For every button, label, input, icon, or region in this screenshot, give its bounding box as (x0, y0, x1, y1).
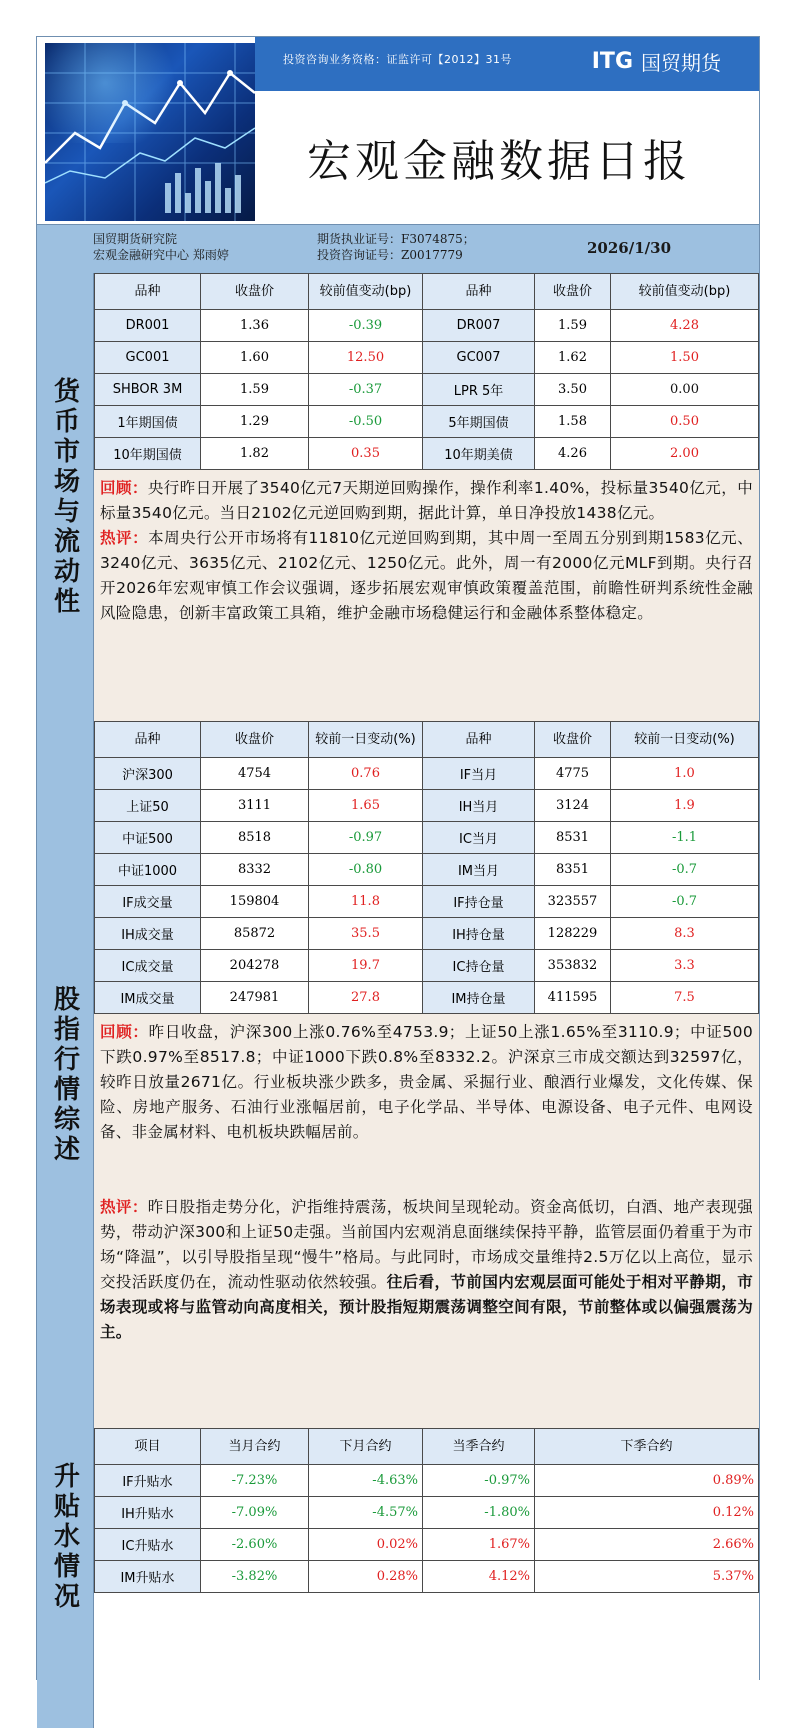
table-row (95, 758, 759, 790)
table-row (95, 1497, 759, 1529)
table-row (95, 1561, 759, 1593)
team-name: 宏观金融研究中心 郑雨婷 (93, 248, 229, 262)
item-name: 上证50 (95, 790, 201, 822)
change-value: -0.7 (611, 854, 759, 886)
close-price: 8531 (535, 822, 611, 854)
change-value: 3.3 (611, 950, 759, 982)
money-market-section (37, 273, 759, 722)
change-value: -0.50 (309, 406, 423, 438)
change-value: -0.80 (309, 854, 423, 886)
item-name: IC当月 (423, 822, 535, 854)
report-header (37, 36, 759, 225)
item-name: GC001 (95, 342, 201, 374)
col-header: 较前值变动(bp) (309, 274, 423, 310)
close-price: 159804 (201, 886, 309, 918)
item-name: 1年期国债 (95, 406, 201, 438)
change-value: 2.00 (611, 438, 759, 470)
close-price: 204278 (201, 950, 309, 982)
item-name: LPR 5年 (423, 374, 535, 406)
cert-futures: 期货执业证号：F3074875； (317, 232, 475, 246)
item-name: IF升贴水 (95, 1465, 201, 1497)
change-value: 0.76 (309, 758, 423, 790)
col-header: 品种 (423, 274, 535, 310)
table-row (95, 1529, 759, 1561)
change-value: 35.5 (309, 918, 423, 950)
money-market-commentary (94, 470, 759, 626)
basis-value: -4.63% (309, 1465, 423, 1497)
basis-value: -7.09% (201, 1497, 309, 1529)
item-name: IH升贴水 (95, 1497, 201, 1529)
item-name: IF当月 (423, 758, 535, 790)
money-market-side-label: 货币市场与流动性 (37, 273, 94, 721)
table-row (95, 790, 759, 822)
col-header: 收盘价 (535, 274, 611, 310)
close-price: 4.26 (535, 438, 611, 470)
col-header: 收盘价 (201, 274, 309, 310)
basis-table (94, 1428, 759, 1593)
close-price: 4754 (201, 758, 309, 790)
table-header-row (95, 274, 759, 310)
item-name: IM成交量 (95, 982, 201, 1014)
finance-chart-banner-image (45, 43, 255, 221)
col-header: 当季合约 (423, 1429, 535, 1465)
close-price: 8332 (201, 854, 309, 886)
item-name: IF成交量 (95, 886, 201, 918)
close-price: 3.50 (535, 374, 611, 406)
item-name: SHBOR 3M (95, 374, 201, 406)
change-value: 12.50 (309, 342, 423, 374)
table-row (95, 918, 759, 950)
close-price: 1.58 (535, 406, 611, 438)
close-price: 1.62 (535, 342, 611, 374)
col-header: 收盘价 (201, 722, 309, 758)
table-row (95, 886, 759, 918)
change-value: -0.37 (309, 374, 423, 406)
basis-value: 5.37% (535, 1561, 759, 1593)
close-price: 1.59 (535, 310, 611, 342)
close-price: 4775 (535, 758, 611, 790)
change-value: 1.0 (611, 758, 759, 790)
item-name: IC升贴水 (95, 1529, 201, 1561)
change-value: 27.8 (309, 982, 423, 1014)
close-price: 3111 (201, 790, 309, 822)
basis-value: 2.66% (535, 1529, 759, 1561)
close-price: 8351 (535, 854, 611, 886)
basis-value: -2.60% (201, 1529, 309, 1561)
cert-advisory: 投资咨询证号：Z0017779 (317, 248, 463, 262)
item-name: IF持仓量 (423, 886, 535, 918)
close-price: 247981 (201, 982, 309, 1014)
institute-name: 国贸期货研究院 (93, 232, 178, 246)
item-name: IM持仓量 (423, 982, 535, 1014)
basis-value: 0.89% (535, 1465, 759, 1497)
table-row (95, 438, 759, 470)
basis-section (37, 1428, 759, 1728)
change-value: 0.50 (611, 406, 759, 438)
basis-value: -1.80% (423, 1497, 535, 1529)
review-label: 回顾： (100, 479, 148, 497)
item-name: 10年期国债 (95, 438, 201, 470)
item-name: 5年期国债 (423, 406, 535, 438)
col-header: 较前一日变动(%) (611, 722, 759, 758)
money-market-table (94, 273, 759, 470)
item-name: DR007 (423, 310, 535, 342)
col-header: 较前一日变动(%) (309, 722, 423, 758)
basis-value: -3.82% (201, 1561, 309, 1593)
close-price: 1.36 (201, 310, 309, 342)
col-header: 较前值变动(bp) (611, 274, 759, 310)
report-page (36, 36, 760, 1680)
change-value: -1.1 (611, 822, 759, 854)
change-value: 11.8 (309, 886, 423, 918)
item-name: 10年期美债 (423, 438, 535, 470)
basis-value: 0.28% (309, 1561, 423, 1593)
comment-label: 热评： (100, 1198, 148, 1216)
item-name: IH当月 (423, 790, 535, 822)
comment-label: 热评： (100, 529, 149, 547)
col-header: 品种 (95, 274, 201, 310)
brand-en: ITG (591, 49, 633, 74)
item-name: IC成交量 (95, 950, 201, 982)
table-row (95, 982, 759, 1014)
close-price: 1.59 (201, 374, 309, 406)
item-name: IM当月 (423, 854, 535, 886)
item-name: GC007 (423, 342, 535, 374)
stock-index-section (37, 721, 759, 1429)
close-price: 85872 (201, 918, 309, 950)
col-header: 品种 (423, 722, 535, 758)
table-row (95, 1465, 759, 1497)
change-value: 8.3 (611, 918, 759, 950)
comment-text: 昨日股指走势分化，沪指维持震荡，板块间呈现轮动。资金高低切，白酒、地产表现强势，带动沪深300和上证50走强。当前国内宏观消息面继续保持平静，监管层面仍着重于为市场“降温”，以引导股指呈现“慢牛”格局。与此同时，市场成交量维持2.5万亿以上高位，显示交投活跃度仍在，流动性驱动依然较强。 (100, 1198, 753, 1291)
change-value: 0.00 (611, 374, 759, 406)
basis-value: 0.12% (535, 1497, 759, 1529)
col-header: 收盘价 (535, 722, 611, 758)
basis-value: 0.02% (309, 1529, 423, 1561)
change-value: 1.50 (611, 342, 759, 374)
table-header-row (95, 722, 759, 758)
close-price: 3124 (535, 790, 611, 822)
change-value: 4.28 (611, 310, 759, 342)
basis-side-label: 升贴水情况 (37, 1428, 94, 1728)
table-row (95, 342, 759, 374)
close-price: 128229 (535, 918, 611, 950)
stock-index-side-label: 股指行情综述 (37, 721, 94, 1428)
close-price: 411595 (535, 982, 611, 1014)
review-text: 央行昨日开展了3540亿元7天期逆回购操作，操作利率1.40%，投标量3540亿元，中标量3540亿元。当日2102亿元逆回购到期，据此计算，单日净投放1438亿元。 (100, 479, 753, 522)
table-row (95, 822, 759, 854)
stock-index-commentary (94, 1014, 759, 1345)
item-name: 中证500 (95, 822, 201, 854)
stock-index-table (94, 721, 759, 1014)
table-row (95, 406, 759, 438)
item-name: DR001 (95, 310, 201, 342)
close-price: 1.29 (201, 406, 309, 438)
review-text: 昨日收盘，沪深300上涨0.76%至4753.9；上证50上涨1.65%至3110.9；中证500下跌0.97%至8517.8；中证1000下跌0.8%至8332.2。沪深京三市成交额达到32597亿，较昨日放量2671亿。行业板块涨少跌多，贵金属、采掘行业、酿酒行业爆发，文化传媒、保险、房地产服务、石油行业涨幅居前，电子化学品、半导体、电源设备、电子元件、电网设备、非金属材料、电机板块跌幅居前。 (100, 1023, 753, 1141)
license-text: 投资咨询业务资格：证监许可【2012】31号 (283, 53, 512, 66)
item-name: IH成交量 (95, 918, 201, 950)
table-row (95, 854, 759, 886)
close-price: 1.60 (201, 342, 309, 374)
col-header: 当月合约 (201, 1429, 309, 1465)
col-header: 下季合约 (535, 1429, 759, 1465)
item-name: 中证1000 (95, 854, 201, 886)
report-date: 2026/1/30 (587, 239, 672, 257)
review-label: 回顾： (100, 1023, 149, 1041)
close-price: 8518 (201, 822, 309, 854)
change-value: 1.65 (309, 790, 423, 822)
item-name: 沪深300 (95, 758, 201, 790)
change-value: 1.9 (611, 790, 759, 822)
table-row (95, 374, 759, 406)
brand-cn: 国贸期货 (641, 51, 721, 75)
table-row (95, 950, 759, 982)
basis-value: -0.97% (423, 1465, 535, 1497)
col-header: 下月合约 (309, 1429, 423, 1465)
item-name: IM升贴水 (95, 1561, 201, 1593)
basis-value: 4.12% (423, 1561, 535, 1593)
comment-bold-text: 往后看，节前国内宏观层面可能处于相对平静期，市场表现或将与监管动向高度相关，预计股指短期震荡调整空间有限，节前整体或以偏强震荡为主。 (100, 1273, 754, 1341)
change-value: -0.97 (309, 822, 423, 854)
author-info-row (37, 224, 759, 274)
change-value: 7.5 (611, 982, 759, 1014)
col-header: 品种 (95, 722, 201, 758)
item-name: IC持仓量 (423, 950, 535, 982)
change-value: -0.7 (611, 886, 759, 918)
col-header: 项目 (95, 1429, 201, 1465)
comment-text: 本周央行公开市场将有11810亿元逆回购到期，其中周一至周五分别到期1583亿元、3240亿元、3635亿元、2102亿元、1250亿元。此外，周一有2000亿元MLF到期。央行召开2026年宏观审慎工作会议强调，逐步拓展宏观审慎政策覆盖范围，前瞻性研判系统性金融风险隐患，创新丰富政策工具箱，维护金融市场稳健运行和金融体系整体稳定。 (100, 529, 754, 622)
change-value: 19.7 (309, 950, 423, 982)
item-name: IH持仓量 (423, 918, 535, 950)
basis-value: -7.23% (201, 1465, 309, 1497)
table-row (95, 310, 759, 342)
change-value: 0.35 (309, 438, 423, 470)
basis-value: -4.57% (309, 1497, 423, 1529)
brand-logo (592, 47, 721, 76)
table-header-row (95, 1429, 759, 1465)
basis-value: 1.67% (423, 1529, 535, 1561)
report-title: 宏观金融数据日报 (307, 136, 691, 187)
close-price: 323557 (535, 886, 611, 918)
close-price: 1.82 (201, 438, 309, 470)
close-price: 353832 (535, 950, 611, 982)
change-value: -0.39 (309, 310, 423, 342)
